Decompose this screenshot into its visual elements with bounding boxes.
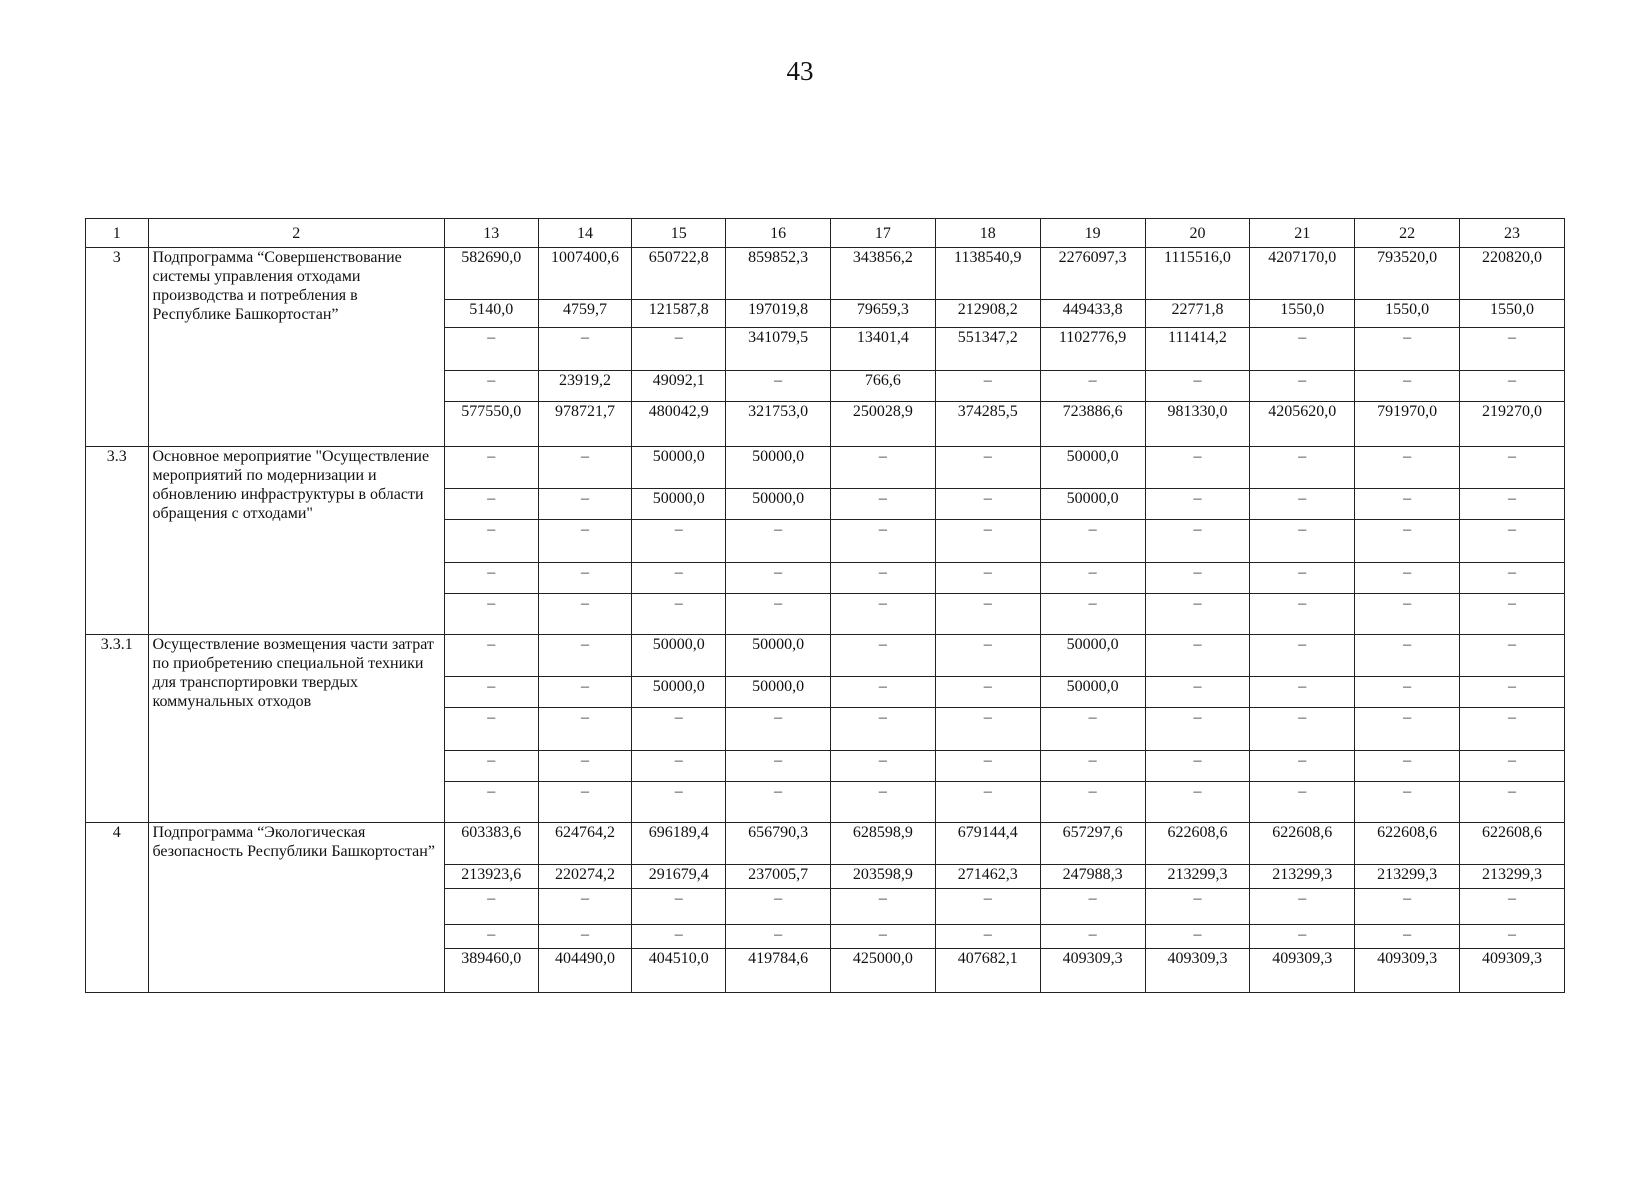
value-cell: – (1355, 889, 1460, 925)
value-cell: 213299,3 (1145, 865, 1250, 889)
value-cell: – (935, 371, 1040, 402)
value-cell: 793520,0 (1355, 248, 1460, 300)
value-cell: – (444, 925, 538, 949)
value-cell: 197019,8 (726, 300, 831, 328)
value-cell: 343856,2 (830, 248, 935, 300)
value-cell: – (726, 594, 831, 635)
value-cell: – (1460, 635, 1565, 677)
value-cell: – (444, 635, 538, 677)
value-cell: 50000,0 (1040, 489, 1145, 520)
value-cell: 603383,6 (444, 823, 538, 865)
section-title: Подпрограмма “Совершенствование системы управления отходами производства и потребления в Республике Башкортостан” (148, 248, 444, 447)
value-cell: 859852,3 (726, 248, 831, 300)
value-cell: 50000,0 (632, 489, 726, 520)
value-cell: – (830, 889, 935, 925)
value-cell: – (935, 447, 1040, 489)
value-cell: 389460,0 (444, 949, 538, 993)
value-cell: – (444, 371, 538, 402)
value-cell: – (830, 520, 935, 563)
value-cell: – (1250, 447, 1355, 489)
value-cell: – (1145, 635, 1250, 677)
value-cell: 22771,8 (1145, 300, 1250, 328)
value-cell: – (632, 594, 726, 635)
value-cell: – (1250, 782, 1355, 823)
value-cell: 656790,3 (726, 823, 831, 865)
header-cell: 23 (1460, 219, 1565, 248)
value-cell: 449433,8 (1040, 300, 1145, 328)
value-cell: – (935, 635, 1040, 677)
value-cell: – (935, 563, 1040, 594)
value-cell: – (1040, 594, 1145, 635)
value-cell: 2276097,3 (1040, 248, 1145, 300)
value-cell: 1138540,9 (935, 248, 1040, 300)
value-cell: – (1355, 489, 1460, 520)
value-cell: 50000,0 (1040, 677, 1145, 708)
table-row (86, 248, 1565, 300)
value-cell: – (538, 751, 632, 782)
value-cell: – (1145, 520, 1250, 563)
value-cell: – (444, 677, 538, 708)
value-cell: – (1250, 751, 1355, 782)
value-cell: – (1040, 371, 1145, 402)
value-cell: – (1040, 889, 1145, 925)
value-cell: – (1460, 328, 1565, 371)
value-cell: 409309,3 (1145, 949, 1250, 993)
value-cell: – (830, 751, 935, 782)
value-cell: – (444, 594, 538, 635)
value-cell: 203598,9 (830, 865, 935, 889)
value-cell: 622608,6 (1145, 823, 1250, 865)
value-cell: – (1145, 751, 1250, 782)
header-cell: 19 (1040, 219, 1145, 248)
value-cell: 212908,2 (935, 300, 1040, 328)
value-cell: 622608,6 (1460, 823, 1565, 865)
value-cell: – (726, 371, 831, 402)
value-cell: – (444, 447, 538, 489)
value-cell: – (632, 328, 726, 371)
value-cell: – (538, 889, 632, 925)
header-cell: 18 (935, 219, 1040, 248)
value-cell: 13401,4 (830, 328, 935, 371)
value-cell: – (1250, 594, 1355, 635)
value-cell: – (830, 782, 935, 823)
value-cell: 213299,3 (1250, 865, 1355, 889)
value-cell: 50000,0 (1040, 447, 1145, 489)
value-cell: – (444, 889, 538, 925)
section-title: Основное мероприятие "Осуществление мероприятий по модернизации и обновлению инфраструктуры в области обращения с отходами" (148, 447, 444, 635)
value-cell: – (1460, 677, 1565, 708)
value-cell: – (444, 520, 538, 563)
value-cell: – (538, 489, 632, 520)
value-cell: – (1460, 782, 1565, 823)
value-cell: – (830, 635, 935, 677)
value-cell: – (1145, 925, 1250, 949)
value-cell: 1102776,9 (1040, 328, 1145, 371)
value-cell: – (726, 563, 831, 594)
value-cell: 50000,0 (726, 677, 831, 708)
table-body (86, 219, 1565, 993)
value-cell: – (538, 594, 632, 635)
value-cell: 419784,6 (726, 949, 831, 993)
value-cell: 121587,8 (632, 300, 726, 328)
value-cell: – (538, 520, 632, 563)
value-cell: – (632, 751, 726, 782)
value-cell: – (1040, 563, 1145, 594)
value-cell: 50000,0 (632, 677, 726, 708)
value-cell: 409309,3 (1250, 949, 1355, 993)
value-cell: 978721,7 (538, 402, 632, 447)
value-cell: 582690,0 (444, 248, 538, 300)
value-cell: 50000,0 (632, 635, 726, 677)
value-cell: – (538, 328, 632, 371)
value-cell: 220820,0 (1460, 248, 1565, 300)
value-cell: 49092,1 (632, 371, 726, 402)
value-cell: – (830, 708, 935, 751)
value-cell: 1550,0 (1250, 300, 1355, 328)
value-cell: – (1040, 925, 1145, 949)
value-cell: 111414,2 (1145, 328, 1250, 371)
value-cell: – (1460, 751, 1565, 782)
value-cell: – (726, 520, 831, 563)
header-cell: 20 (1145, 219, 1250, 248)
value-cell: 220274,2 (538, 865, 632, 889)
value-cell: – (1250, 371, 1355, 402)
value-cell: – (1145, 782, 1250, 823)
value-cell: – (444, 489, 538, 520)
value-cell: 50000,0 (726, 489, 831, 520)
value-cell: – (444, 751, 538, 782)
header-cell: 13 (444, 219, 538, 248)
value-cell: – (830, 594, 935, 635)
value-cell: – (538, 635, 632, 677)
value-cell: 480042,9 (632, 402, 726, 447)
value-cell: – (1145, 447, 1250, 489)
value-cell: 425000,0 (830, 949, 935, 993)
value-cell: 213299,3 (1460, 865, 1565, 889)
value-cell: 4207170,0 (1250, 248, 1355, 300)
value-cell: 409309,3 (1460, 949, 1565, 993)
value-cell: – (1355, 677, 1460, 708)
value-cell: – (935, 925, 1040, 949)
section-number: 3.3 (86, 447, 149, 635)
value-cell: – (1250, 563, 1355, 594)
value-cell: 404510,0 (632, 949, 726, 993)
value-cell: 374285,5 (935, 402, 1040, 447)
value-cell: – (830, 489, 935, 520)
value-cell: – (632, 563, 726, 594)
value-cell: – (1250, 520, 1355, 563)
value-cell: – (1355, 520, 1460, 563)
value-cell: – (935, 751, 1040, 782)
value-cell: – (1040, 782, 1145, 823)
value-cell: 624764,2 (538, 823, 632, 865)
value-cell: – (1355, 447, 1460, 489)
value-cell: – (632, 889, 726, 925)
value-cell: – (1145, 594, 1250, 635)
value-cell: 23919,2 (538, 371, 632, 402)
value-cell: 213299,3 (1355, 865, 1460, 889)
value-cell: – (1145, 563, 1250, 594)
value-cell: 250028,9 (830, 402, 935, 447)
value-cell: – (538, 782, 632, 823)
value-cell: – (1460, 447, 1565, 489)
value-cell: – (1040, 751, 1145, 782)
table-row (86, 635, 1565, 677)
value-cell: – (1355, 925, 1460, 949)
value-cell: 696189,4 (632, 823, 726, 865)
value-cell: – (444, 563, 538, 594)
value-cell: 650722,8 (632, 248, 726, 300)
value-cell: 1007400,6 (538, 248, 632, 300)
value-cell: 409309,3 (1040, 949, 1145, 993)
value-cell: 622608,6 (1355, 823, 1460, 865)
value-cell: – (444, 328, 538, 371)
value-cell: – (1145, 489, 1250, 520)
table-row (86, 823, 1565, 865)
value-cell: 622608,6 (1250, 823, 1355, 865)
value-cell: – (726, 708, 831, 751)
value-cell: – (935, 520, 1040, 563)
value-cell: – (538, 563, 632, 594)
value-cell: 766,6 (830, 371, 935, 402)
header-cell: 1 (86, 219, 149, 248)
value-cell: – (1460, 594, 1565, 635)
value-cell: – (632, 708, 726, 751)
value-cell: – (726, 782, 831, 823)
value-cell: 213923,6 (444, 865, 538, 889)
value-cell: 4205620,0 (1250, 402, 1355, 447)
value-cell: 219270,0 (1460, 402, 1565, 447)
value-cell: – (538, 708, 632, 751)
value-cell: 50000,0 (1040, 635, 1145, 677)
value-cell: 679144,4 (935, 823, 1040, 865)
value-cell: – (1355, 782, 1460, 823)
value-cell: – (1250, 889, 1355, 925)
value-cell: 723886,6 (1040, 402, 1145, 447)
value-cell: – (1460, 563, 1565, 594)
value-cell: – (935, 782, 1040, 823)
value-cell: – (1250, 708, 1355, 751)
value-cell: – (935, 708, 1040, 751)
value-cell: – (1355, 328, 1460, 371)
value-cell: 5140,0 (444, 300, 538, 328)
value-cell: – (935, 489, 1040, 520)
value-cell: – (1250, 635, 1355, 677)
value-cell: 291679,4 (632, 865, 726, 889)
value-cell: – (1250, 328, 1355, 371)
value-cell: – (538, 677, 632, 708)
value-cell: 657297,6 (1040, 823, 1145, 865)
value-cell: – (726, 925, 831, 949)
value-cell: – (1460, 520, 1565, 563)
budget-table (85, 218, 1565, 993)
value-cell: – (1250, 925, 1355, 949)
value-cell: – (1355, 563, 1460, 594)
header-cell: 15 (632, 219, 726, 248)
header-cell: 21 (1250, 219, 1355, 248)
section-title: Подпрограмма “Экологическая безопасность Республики Башкортостан” (148, 823, 444, 993)
value-cell: – (538, 925, 632, 949)
value-cell: – (935, 677, 1040, 708)
value-cell: 321753,0 (726, 402, 831, 447)
header-cell: 17 (830, 219, 935, 248)
value-cell: 981330,0 (1145, 402, 1250, 447)
value-cell: – (538, 447, 632, 489)
value-cell: – (1460, 925, 1565, 949)
value-cell: – (444, 782, 538, 823)
value-cell: – (1460, 371, 1565, 402)
value-cell: – (444, 708, 538, 751)
value-cell: 50000,0 (726, 635, 831, 677)
value-cell: – (1460, 889, 1565, 925)
value-cell: – (830, 677, 935, 708)
value-cell: 1550,0 (1460, 300, 1565, 328)
header-cell: 22 (1355, 219, 1460, 248)
value-cell: 791970,0 (1355, 402, 1460, 447)
value-cell: – (1040, 708, 1145, 751)
value-cell: – (1355, 371, 1460, 402)
section-title: Осуществление возмещения части затрат по приобретению специальной техники для транспортировки твердых коммунальных отходов (148, 635, 444, 823)
value-cell: – (1355, 751, 1460, 782)
value-cell: 1550,0 (1355, 300, 1460, 328)
value-cell: – (632, 520, 726, 563)
section-number: 3 (86, 248, 149, 447)
header-cell: 14 (538, 219, 632, 248)
value-cell: 237005,7 (726, 865, 831, 889)
value-cell: 404490,0 (538, 949, 632, 993)
value-cell: 341079,5 (726, 328, 831, 371)
value-cell: – (1355, 635, 1460, 677)
value-cell: – (1355, 708, 1460, 751)
value-cell: 628598,9 (830, 823, 935, 865)
value-cell: – (830, 563, 935, 594)
header-cell: 2 (148, 219, 444, 248)
value-cell: 551347,2 (935, 328, 1040, 371)
page-number: 43 (786, 56, 814, 86)
header-cell: 16 (726, 219, 831, 248)
value-cell: – (830, 925, 935, 949)
value-cell: 247988,3 (1040, 865, 1145, 889)
section-number: 4 (86, 823, 149, 993)
value-cell: – (1145, 708, 1250, 751)
value-cell: 577550,0 (444, 402, 538, 447)
header-row (86, 219, 1565, 248)
value-cell: – (632, 782, 726, 823)
value-cell: – (1145, 677, 1250, 708)
value-cell: 79659,3 (830, 300, 935, 328)
value-cell: 407682,1 (935, 949, 1040, 993)
value-cell: 409309,3 (1355, 949, 1460, 993)
value-cell: – (1460, 489, 1565, 520)
value-cell: 271462,3 (935, 865, 1040, 889)
value-cell: – (1460, 708, 1565, 751)
value-cell: 50000,0 (632, 447, 726, 489)
value-cell: – (1250, 677, 1355, 708)
value-cell: – (935, 594, 1040, 635)
value-cell: – (1355, 594, 1460, 635)
value-cell: – (1250, 489, 1355, 520)
value-cell: – (830, 447, 935, 489)
value-cell: 50000,0 (726, 447, 831, 489)
value-cell: 4759,7 (538, 300, 632, 328)
value-cell: – (1145, 889, 1250, 925)
value-cell: – (726, 751, 831, 782)
value-cell: – (1040, 520, 1145, 563)
value-cell: – (935, 889, 1040, 925)
value-cell: 1115516,0 (1145, 248, 1250, 300)
section-number: 3.3.1 (86, 635, 149, 823)
value-cell: – (632, 925, 726, 949)
value-cell: – (726, 889, 831, 925)
table-row (86, 447, 1565, 489)
value-cell: – (1145, 371, 1250, 402)
